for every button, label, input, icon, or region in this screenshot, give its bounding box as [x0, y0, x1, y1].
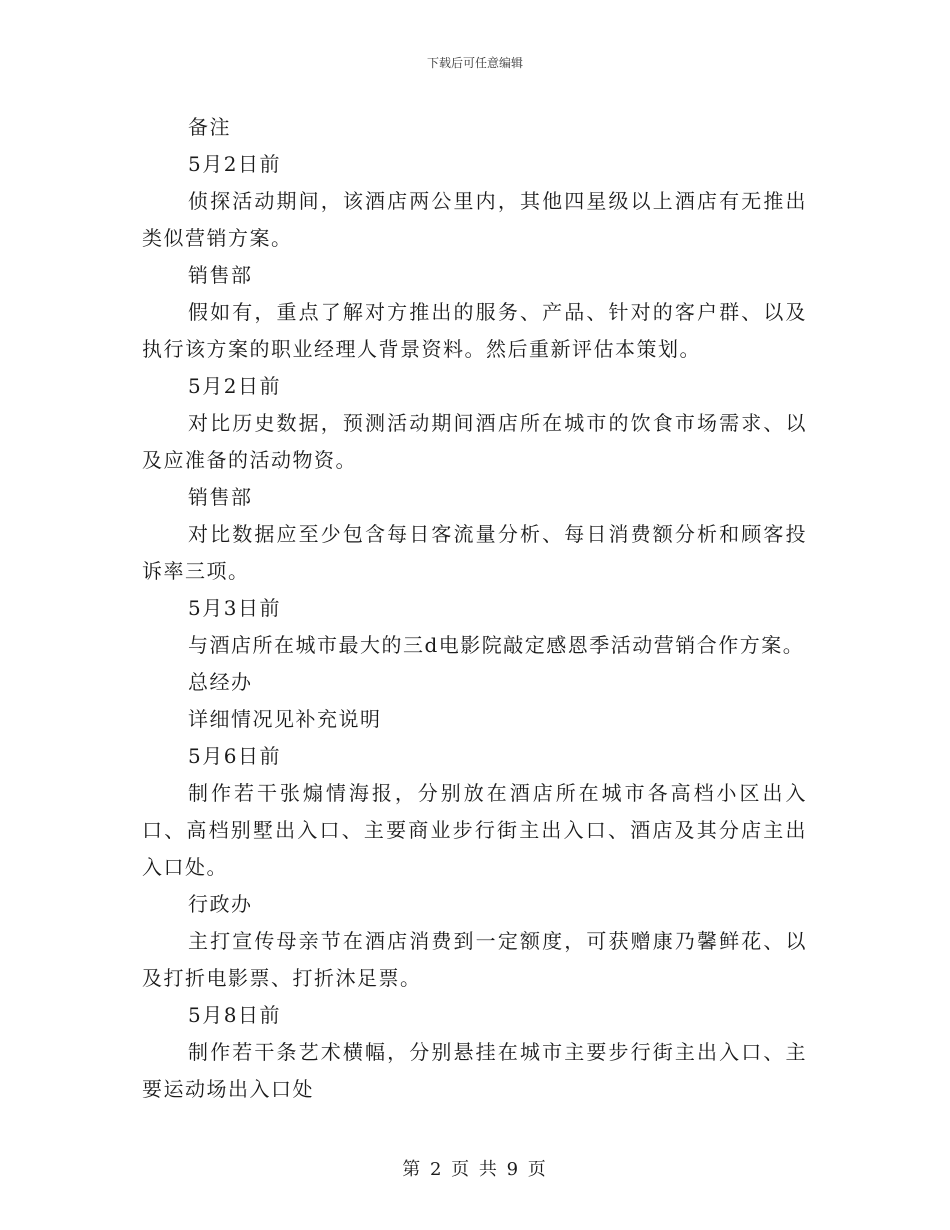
paragraph: 详细情况见补充说明: [188, 707, 382, 731]
paragraph: 假如有，重点了解对方推出的服务、产品、针对的客户群、以及执行该方案的职业经理人背景资料。然后重新评估本策划。: [142, 300, 807, 361]
paragraph: 总经办: [188, 670, 253, 694]
paragraph: 5月3日前: [188, 596, 281, 620]
paragraph: 5月2日前: [188, 374, 281, 398]
paragraph: 主打宣传母亲节在酒店消费到一定额度，可获赠康乃馨鲜花、以及打折电影票、打折沐足票。: [142, 929, 807, 990]
page-footer: [0, 1155, 950, 1181]
paragraph: 销售部: [188, 485, 253, 509]
paragraph: 侦探活动期间，该酒店两公里内，其他四星级以上酒店有无推出类似营销方案。: [142, 189, 807, 250]
document-body: [142, 109, 807, 1108]
paragraph: 对比数据应至少包含每日客流量分析、每日消费额分析和顾客投诉率三项。: [142, 522, 807, 583]
paragraph: 备注: [188, 115, 231, 139]
paragraph: 销售部: [188, 263, 253, 287]
paragraph: 制作若干条艺术横幅，分别悬挂在城市主要步行街主出入口、主要运动场出入口处: [142, 1040, 807, 1101]
paragraph: 5月8日前: [188, 1003, 281, 1027]
paragraph: 5月6日前: [188, 744, 281, 768]
paragraph: 行政办: [188, 892, 253, 916]
paragraph: 5月2日前: [188, 152, 281, 176]
paragraph: 对比历史数据，预测活动期间酒店所在城市的饮食市场需求、以及应准备的活动物资。: [142, 411, 807, 472]
paragraph: 制作若干张煽情海报，分别放在酒店所在城市各高档小区出入口、高档别墅出入口、主要商业步行街主出入口、酒店及其分店主出入口处。: [142, 781, 807, 879]
page-number-text: 第 2 页 共 9 页: [402, 1159, 548, 1180]
paragraph: 与酒店所在城市最大的三d电影院敲定感恩季活动营销合作方案。: [188, 633, 805, 657]
page-header: 下载后可任意编辑: [426, 56, 523, 70]
